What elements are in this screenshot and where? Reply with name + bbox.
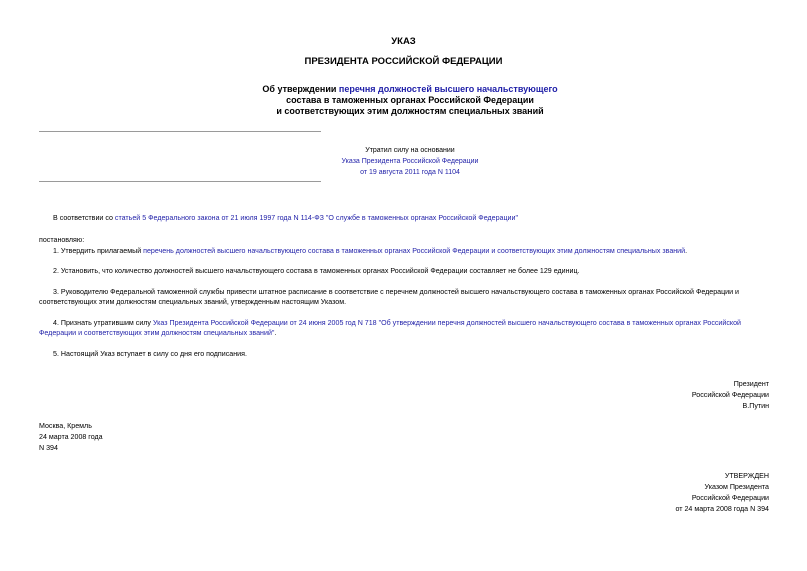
signing-date: 24 марта 2008 года <box>39 433 103 441</box>
item-4-suffix: . <box>274 329 277 337</box>
approved-block <box>549 471 769 515</box>
item-1-prefix: 1. Утвердить прилагаемый <box>53 247 144 255</box>
preamble-law-link[interactable]: статьей 5 Федерального закона от 21 июля 1997 года N 114-ФЗ "О службе в таможенных органах Российской Федерации" <box>114 214 518 222</box>
item-3-line-2: соответствующих этим должностям специальных званий, утвержденным настоящим Указом. <box>39 298 347 306</box>
separator-bottom <box>39 181 321 182</box>
lapse-link-decree[interactable]: Указа Президента Российской Федерации <box>341 158 479 165</box>
subject-prefix: Об утверждении <box>262 84 339 94</box>
signature-position: Президент <box>733 380 769 388</box>
signature-country: Российской Федерации <box>691 391 769 399</box>
subject-line-2: состава в таможенных органах Российской Федерации <box>286 95 534 105</box>
approved-by: Указом Президента <box>704 483 769 491</box>
subject-line-3: и соответствующих этим должностям специальных званий <box>276 106 544 116</box>
decree-word: постановляю: <box>39 236 85 244</box>
item-4-line-2 <box>39 328 793 339</box>
signature-block <box>569 379 769 412</box>
item-3-line-1: 3. Руководителю Федеральной таможенной службы привести штатное расписание в соответствие с перечнем должностей высшего начальствующего состава в таможенных органах Российской Федерации и <box>53 288 740 296</box>
separator-top <box>39 131 321 132</box>
item-1-suffix: . <box>685 247 688 255</box>
preamble-prefix: В соответствии со <box>53 214 115 222</box>
preamble <box>53 213 793 224</box>
lapse-line-1: Утратил силу на основании <box>365 147 455 154</box>
lapse-link-date[interactable]: от 19 августа 2011 года N 1104 <box>360 169 460 176</box>
item-4-prefix: 4. Признать утратившим силу <box>53 319 153 327</box>
item-2: 2. Установить, что количество должностей высшего начальствующего состава в таможенных органах Российской Федерации составляет не более 129 единиц. <box>53 267 580 275</box>
approved-country: Российской Федерации <box>691 494 769 502</box>
item-1 <box>53 246 793 257</box>
item-4-decree-link-cont[interactable]: Федерации и соответствующих этим должностям специальных званий" <box>39 329 275 337</box>
document-subject <box>200 84 620 117</box>
approved-date: от 24 марта 2008 года N 394 <box>675 505 769 513</box>
item-1-list-link[interactable]: перечень должностей высшего начальствующего состава в таможенных органах Российской Федерации и соответствующих этим должностям специальных званий <box>143 247 686 255</box>
subject-link[interactable]: перечня должностей высшего начальствующего <box>338 84 558 94</box>
document-type: УКАЗ <box>391 36 416 47</box>
issuer-title: ПРЕЗИДЕНТА РОССИЙСКОЙ ФЕДЕРАЦИИ <box>304 56 503 67</box>
approved-title: УТВЕРЖДЕН <box>724 472 769 480</box>
item-5: 5. Настоящий Указ вступает в силу со дня его подписания. <box>53 350 247 358</box>
item-4-decree-link[interactable]: Указ Президента Российской Федерации от 24 июня 2005 год N 718 "Об утверждении перечня должностей высшего начальствующего состава в таможенных органах Российской <box>152 319 741 327</box>
decree-number: N 394 <box>39 444 58 452</box>
signature-name: В.Путин <box>742 402 769 410</box>
place-date-block <box>39 421 239 454</box>
place: Москва, Кремль <box>39 422 92 430</box>
lapse-note <box>250 145 570 178</box>
